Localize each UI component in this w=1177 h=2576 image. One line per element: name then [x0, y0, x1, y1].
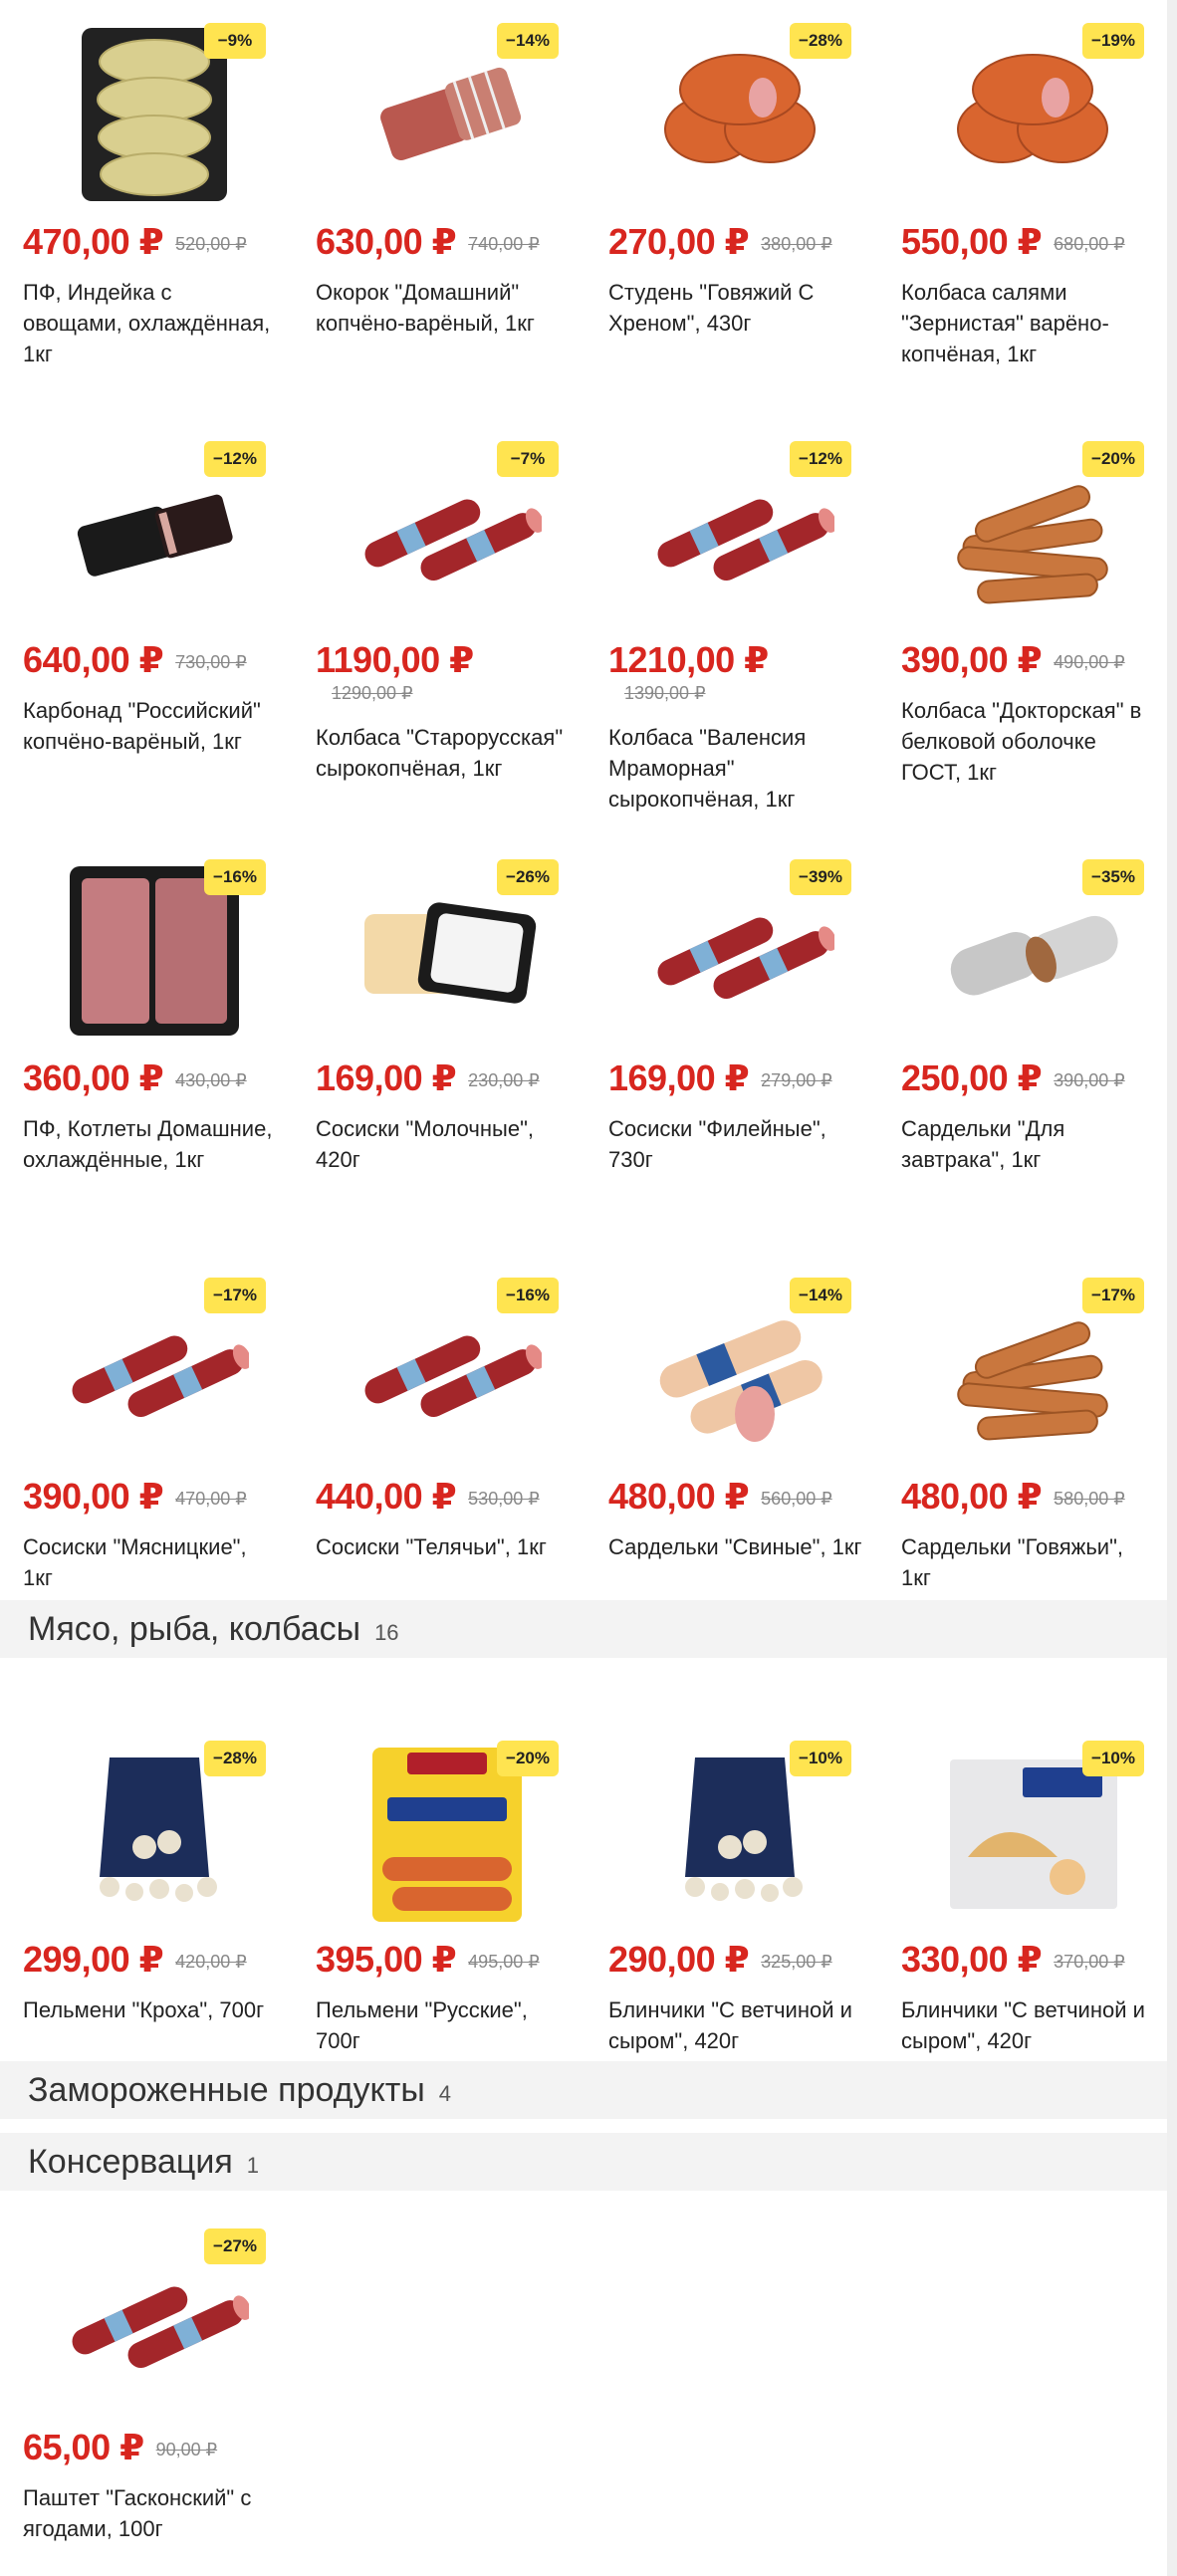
price: 169,00 ₽ — [608, 1057, 750, 1098]
price: 470,00 ₽ — [23, 221, 164, 262]
old-price: 430,00 ₽ — [175, 1070, 247, 1090]
product-name[interactable]: Колбаса "Валенсия Мраморная" сырокопчёная, 1кг — [608, 725, 807, 812]
price-row — [608, 221, 872, 263]
product-name[interactable]: Сосиски "Телячьи", 1кг — [316, 1534, 547, 1559]
old-price: 530,00 ₽ — [468, 1489, 540, 1509]
old-price: 495,00 ₽ — [468, 1952, 540, 1972]
product-card[interactable] — [0, 836, 293, 1255]
old-price: 325,00 ₽ — [761, 1952, 832, 1972]
product-card[interactable] — [878, 418, 1167, 836]
price: 480,00 ₽ — [901, 1476, 1043, 1517]
discount-badge: −16% — [204, 859, 266, 895]
product-card[interactable] — [0, 2206, 293, 2576]
price-row — [608, 1057, 872, 1099]
price-row — [901, 221, 1165, 263]
price: 65,00 ₽ — [23, 2427, 144, 2467]
product-card[interactable] — [0, 1255, 293, 1598]
section-count: 4 — [438, 2081, 452, 2106]
old-price: 380,00 ₽ — [761, 234, 832, 254]
product-card[interactable] — [878, 836, 1167, 1255]
old-price: 420,00 ₽ — [175, 1952, 247, 1972]
product-card[interactable] — [878, 1255, 1167, 1598]
price: 630,00 ₽ — [316, 221, 457, 262]
price: 290,00 ₽ — [608, 1939, 750, 1980]
price-row — [608, 1476, 872, 1518]
section-title: Замороженные продукты — [28, 2070, 425, 2109]
old-price: 740,00 ₽ — [468, 234, 540, 254]
product-name[interactable]: Сардельки "Говяжьи", 1кг — [901, 1534, 1123, 1590]
price-row — [23, 1057, 287, 1099]
product-card[interactable] — [0, 418, 293, 836]
discount-badge: −16% — [497, 1278, 559, 1313]
old-price: 279,00 ₽ — [761, 1070, 832, 1090]
price: 395,00 ₽ — [316, 1939, 457, 1980]
price: 330,00 ₽ — [901, 1939, 1043, 1980]
section-canned-products — [0, 2181, 1167, 2576]
price-row — [23, 639, 287, 681]
price-row — [23, 1476, 287, 1518]
scrollbar[interactable] — [1167, 0, 1177, 2576]
old-price: 390,00 ₽ — [1054, 1070, 1125, 1090]
section-header-frozen[interactable] — [0, 2061, 1167, 2119]
product-card[interactable] — [586, 836, 878, 1255]
product-card[interactable] — [293, 418, 586, 836]
section-frozen-products — [0, 1648, 1167, 2059]
price-row — [316, 1476, 580, 1518]
old-price: 520,00 ₽ — [175, 234, 247, 254]
product-name[interactable]: Сардельки "Свиные", 1кг — [608, 1534, 862, 1559]
discount-badge: −7% — [497, 441, 559, 477]
product-card[interactable] — [878, 0, 1167, 418]
product-card[interactable] — [293, 836, 586, 1255]
section-count: 1 — [246, 2153, 260, 2178]
product-grid — [0, 2206, 1167, 2576]
product-card[interactable] — [293, 1718, 586, 2059]
product-card[interactable] — [586, 418, 878, 836]
product-name[interactable]: ПФ, Индейка с овощами, охлаждённая, 1кг — [23, 280, 271, 366]
discount-badge: −12% — [204, 441, 266, 477]
product-card[interactable] — [586, 1718, 878, 2059]
product-name[interactable]: Пельмени "Русские", 700г — [316, 1997, 528, 2053]
price-row — [901, 1476, 1165, 1518]
discount-badge: −9% — [204, 23, 266, 59]
discount-badge: −35% — [1082, 859, 1144, 895]
section-title: Мясо, рыба, колбасы — [28, 1609, 361, 1648]
product-card[interactable] — [586, 1255, 878, 1598]
discount-badge: −27% — [204, 2228, 266, 2264]
discount-badge: −19% — [1082, 23, 1144, 59]
old-price: 560,00 ₽ — [761, 1489, 832, 1509]
price: 360,00 ₽ — [23, 1057, 164, 1098]
old-price: 580,00 ₽ — [1054, 1489, 1125, 1509]
old-price: 680,00 ₽ — [1054, 234, 1125, 254]
old-price: 490,00 ₽ — [1054, 652, 1125, 672]
price-row — [901, 1939, 1165, 1981]
discount-badge: −28% — [790, 23, 851, 59]
product-name[interactable]: ПФ, Котлеты Домашние, охлаждённые, 1кг — [23, 1116, 273, 1172]
product-name[interactable]: Сосиски "Филейные", 730г — [608, 1116, 826, 1172]
price-row — [608, 1939, 872, 1981]
section-count: 16 — [374, 1620, 399, 1645]
product-card[interactable] — [0, 0, 293, 418]
price-row — [608, 639, 872, 704]
discount-badge: −26% — [497, 859, 559, 895]
section-title: Консервация — [28, 2142, 233, 2181]
product-name[interactable]: Блинчики "С ветчиной и сыром", 420г — [901, 1997, 1145, 2053]
old-price: 230,00 ₽ — [468, 1070, 540, 1090]
discount-badge: −28% — [204, 1741, 266, 1776]
discount-badge: −14% — [790, 1278, 851, 1313]
product-name[interactable]: Пельмени "Кроха", 700г — [23, 1997, 265, 2022]
discount-badge: −20% — [1082, 441, 1144, 477]
price-row — [901, 1057, 1165, 1099]
product-name[interactable]: Студень "Говяжий С Хреном", 430г — [608, 280, 815, 336]
price: 250,00 ₽ — [901, 1057, 1043, 1098]
product-name[interactable]: Блинчики "С ветчиной и сыром", 420г — [608, 1997, 852, 2053]
product-card[interactable] — [293, 0, 586, 418]
product-name[interactable]: Колбаса "Старорусская" сырокопчёная, 1кг — [316, 725, 564, 781]
price: 1210,00 ₽ — [608, 639, 769, 680]
price: 299,00 ₽ — [23, 1939, 164, 1980]
price-row — [316, 1939, 580, 1981]
product-name[interactable]: Паштет "Гасконский" с ягодами, 100г — [23, 2485, 252, 2541]
product-card[interactable] — [293, 1255, 586, 1598]
discount-badge: −39% — [790, 859, 851, 895]
price-row — [316, 1057, 580, 1099]
price: 440,00 ₽ — [316, 1476, 457, 1517]
product-name[interactable]: Колбаса салями "Зернистая" варёно-копчёная, 1кг — [901, 280, 1109, 366]
price: 270,00 ₽ — [608, 221, 750, 262]
price: 550,00 ₽ — [901, 221, 1043, 262]
price-row — [901, 639, 1165, 681]
product-name[interactable]: Окорок "Домашний" копчёно-варёный, 1кг — [316, 280, 535, 336]
old-price: 730,00 ₽ — [175, 652, 247, 672]
product-name[interactable]: Сосиски "Молочные", 420г — [316, 1116, 534, 1172]
price: 480,00 ₽ — [608, 1476, 750, 1517]
discount-badge: −17% — [1082, 1278, 1144, 1313]
old-price: 1290,00 ₽ — [332, 683, 413, 703]
price: 390,00 ₽ — [23, 1476, 164, 1517]
price: 640,00 ₽ — [23, 639, 164, 680]
old-price: 470,00 ₽ — [175, 1489, 247, 1509]
discount-badge: −12% — [790, 441, 851, 477]
price: 390,00 ₽ — [901, 639, 1043, 680]
old-price: 90,00 ₽ — [155, 2440, 218, 2459]
discount-badge: −17% — [204, 1278, 266, 1313]
product-card[interactable] — [586, 0, 878, 418]
product-card[interactable] — [0, 1718, 293, 2059]
price-row — [23, 1939, 287, 1981]
price-row — [316, 221, 580, 263]
product-name[interactable]: Карбонад "Российский" копчёно-варёный, 1кг — [23, 698, 261, 754]
product-name[interactable]: Колбаса "Докторская" в белковой оболочке ГОСТ, 1кг — [901, 698, 1142, 785]
price-row — [23, 2427, 287, 2468]
discount-badge: −14% — [497, 23, 559, 59]
discount-badge: −10% — [790, 1741, 851, 1776]
product-name[interactable]: Сардельки "Для завтрака", 1кг — [901, 1116, 1065, 1172]
discount-badge: −10% — [1082, 1741, 1144, 1776]
discount-badge: −20% — [497, 1741, 559, 1776]
old-price: 370,00 ₽ — [1054, 1952, 1125, 1972]
price: 169,00 ₽ — [316, 1057, 457, 1098]
product-name[interactable]: Сосиски "Мясницкие", 1кг — [23, 1534, 247, 1590]
product-card[interactable] — [878, 1718, 1167, 2059]
price-row — [23, 221, 287, 263]
old-price: 1390,00 ₽ — [624, 683, 706, 703]
price-row — [316, 639, 580, 704]
product-grid — [0, 1718, 1167, 2059]
price: 1190,00 ₽ — [316, 639, 474, 680]
